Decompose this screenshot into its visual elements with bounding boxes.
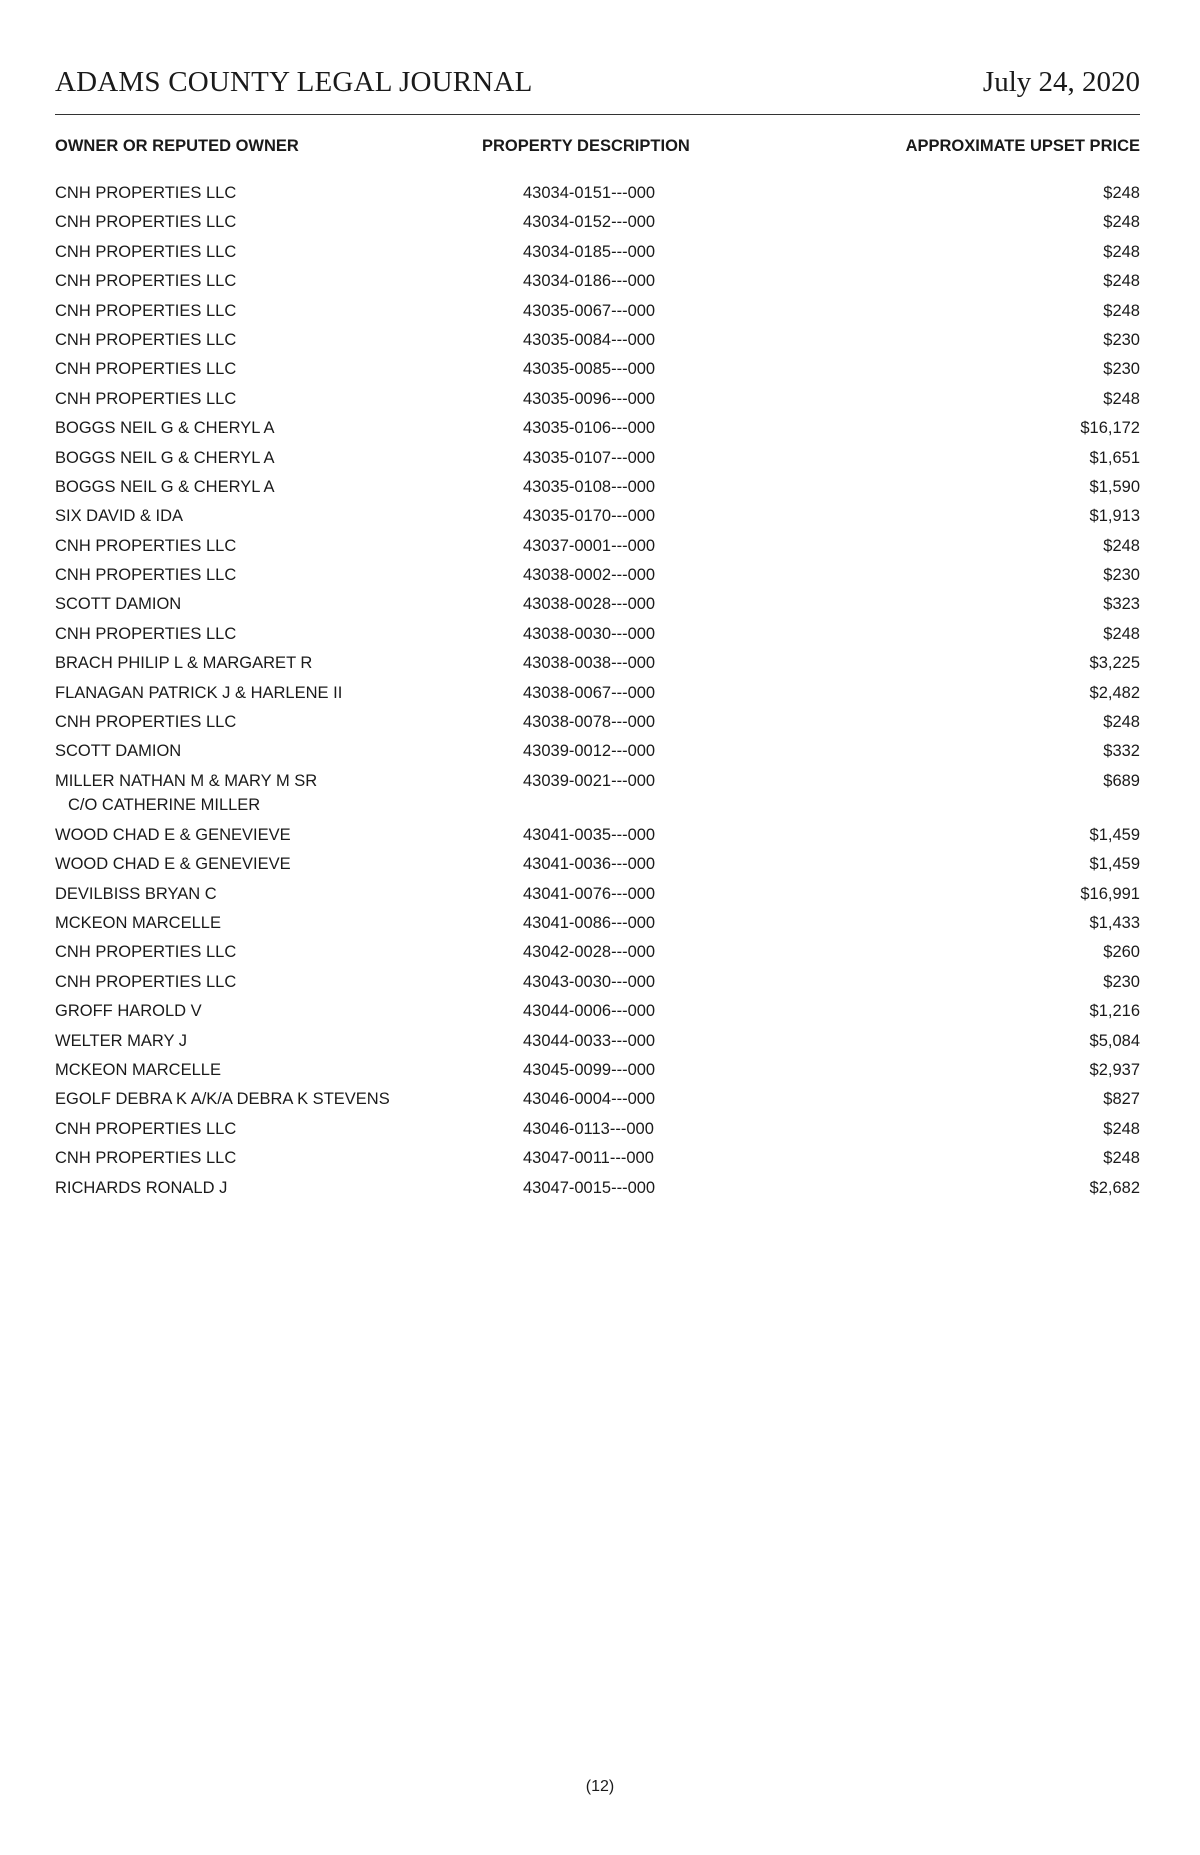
owner-name: GROFF HAROLD V <box>55 1002 202 1021</box>
table-row <box>55 504 1140 533</box>
owner-name: SCOTT DAMION <box>55 595 182 614</box>
owner-name: CNH PROPERTIES LLC <box>55 536 237 555</box>
owner-name: RICHARDS RONALD J <box>55 1178 228 1197</box>
page-number: (12) <box>585 1778 615 1795</box>
parcel-number: 43035-0084---000 <box>523 330 656 349</box>
upset-price: $248 <box>1103 272 1140 291</box>
owner-name: SIX DAVID & IDA <box>55 507 184 526</box>
parcel-number: 43039-0021---000 <box>523 771 656 790</box>
parcel-number: 43037-0001---000 <box>523 536 656 555</box>
parcel-number: 43046-0113---000 <box>523 1119 654 1138</box>
upset-price: $230 <box>1103 360 1140 379</box>
owner-name: CNH PROPERTIES LLC <box>55 242 237 261</box>
table-row <box>55 446 1140 475</box>
upset-price: $1,459 <box>1089 855 1140 874</box>
parcel-number: 43041-0035---000 <box>523 825 656 844</box>
parcel-number: 43034-0152---000 <box>523 213 656 232</box>
owner-name: CNH PROPERTIES LLC <box>55 389 237 408</box>
parcel-number: 43044-0006---000 <box>523 1002 656 1021</box>
upset-price: $1,913 <box>1089 507 1140 526</box>
parcel-number: 43038-0078---000 <box>523 713 656 732</box>
owner-name: EGOLF DEBRA K A/K/A DEBRA K STEVENS <box>55 1090 390 1109</box>
column-header-description: PROPERTY DESCRIPTION <box>482 137 690 155</box>
table-row <box>55 181 1140 210</box>
table-row <box>55 681 1140 710</box>
upset-price: $827 <box>1103 1090 1140 1109</box>
parcel-number: 43038-0038---000 <box>523 654 656 673</box>
owner-name: CNH PROPERTIES LLC <box>55 1149 237 1168</box>
table-row <box>55 328 1140 357</box>
table-row <box>55 970 1140 999</box>
owner-name: CNH PROPERTIES LLC <box>55 566 237 585</box>
upset-price: $230 <box>1103 566 1140 585</box>
table-row <box>55 882 1140 911</box>
parcel-number: 43044-0033---000 <box>523 1031 656 1050</box>
upset-price: $1,459 <box>1089 825 1140 844</box>
parcel-number: 43035-0108---000 <box>523 477 656 496</box>
owner-name: CNH PROPERTIES LLC <box>55 713 237 732</box>
owner-name: CNH PROPERTIES LLC <box>55 972 237 991</box>
table-row <box>55 210 1140 239</box>
parcel-number: 43038-0030---000 <box>523 624 656 643</box>
parcel-number: 43041-0036---000 <box>523 855 656 874</box>
parcel-number: 43047-0015---000 <box>523 1178 656 1197</box>
owner-name: CNH PROPERTIES LLC <box>55 184 237 202</box>
upset-price: $248 <box>1103 1119 1140 1138</box>
upset-price: $323 <box>1103 595 1140 614</box>
parcel-number: 43035-0067---000 <box>523 301 656 320</box>
owner-name: BOGGS NEIL G & CHERYL A <box>55 477 275 496</box>
table-row <box>55 416 1140 445</box>
upset-price: $248 <box>1103 301 1140 320</box>
table-row <box>55 387 1140 416</box>
parcel-number: 43034-0186---000 <box>523 272 656 291</box>
parcel-number: 43038-0067---000 <box>523 683 656 702</box>
upset-price: $16,991 <box>1080 884 1140 903</box>
upset-price: $1,651 <box>1089 448 1140 467</box>
table-row <box>55 534 1140 563</box>
table-row <box>55 999 1140 1028</box>
table-row <box>55 651 1140 680</box>
upset-price: $260 <box>1103 943 1140 962</box>
journal-title: ADAMS COUNTY LEGAL JOURNAL <box>55 66 533 98</box>
table-row <box>55 823 1140 852</box>
upset-price: $248 <box>1103 184 1140 202</box>
table-row <box>55 622 1140 651</box>
masthead <box>55 66 1140 115</box>
table-row <box>55 1029 1140 1058</box>
upset-price: $1,216 <box>1089 1002 1140 1021</box>
upset-price: $248 <box>1103 624 1140 643</box>
column-header-owner: OWNER OR REPUTED OWNER <box>55 137 299 155</box>
owner-name: CNH PROPERTIES LLC <box>55 943 237 962</box>
parcel-number: 43035-0096---000 <box>523 389 656 408</box>
upset-price: $2,482 <box>1089 683 1140 702</box>
table-row <box>55 1058 1140 1087</box>
upset-price: $248 <box>1103 713 1140 732</box>
table-row <box>55 357 1140 386</box>
parcel-number: 43035-0170---000 <box>523 507 656 526</box>
table-row <box>55 769 1140 823</box>
upset-price: $2,937 <box>1089 1060 1140 1079</box>
parcel-number: 43045-0099---000 <box>523 1060 656 1079</box>
table-row <box>55 1176 1140 1205</box>
table-row <box>55 739 1140 768</box>
table-row <box>55 710 1140 739</box>
parcel-number: 43035-0106---000 <box>523 419 656 438</box>
upset-price: $16,172 <box>1080 419 1140 438</box>
owner-name: WOOD CHAD E & GENEVIEVE <box>55 825 291 844</box>
table-header <box>55 137 1140 157</box>
parcel-number: 43039-0012---000 <box>523 742 656 761</box>
upset-price: $248 <box>1103 1149 1140 1168</box>
upset-price: $5,084 <box>1089 1031 1140 1050</box>
owner-name: DEVILBISS BRYAN C <box>55 884 217 903</box>
owner-name: CNH PROPERTIES LLC <box>55 272 237 291</box>
owner-name: MILLER NATHAN M & MARY M SR <box>55 771 318 790</box>
upset-price: $332 <box>1103 742 1140 761</box>
table-row <box>55 240 1140 269</box>
parcel-number: 43042-0028---000 <box>523 943 656 962</box>
owner-name: BOGGS NEIL G & CHERYL A <box>55 419 275 438</box>
parcel-number: 43046-0004---000 <box>523 1090 656 1109</box>
owner-name: CNH PROPERTIES LLC <box>55 624 237 643</box>
upset-price: $248 <box>1103 242 1140 261</box>
upset-price: $230 <box>1103 330 1140 349</box>
table-row <box>55 852 1140 881</box>
owner-name: MCKEON MARCELLE <box>55 913 221 932</box>
table-row <box>55 1087 1140 1116</box>
table-row <box>55 911 1140 940</box>
owner-name: WOOD CHAD E & GENEVIEVE <box>55 855 291 874</box>
owner-name: CNH PROPERTIES LLC <box>55 330 237 349</box>
table-row <box>55 563 1140 592</box>
owner-name: BRACH PHILIP L & MARGARET R <box>55 654 313 673</box>
table-row <box>55 299 1140 328</box>
table-row <box>55 475 1140 504</box>
parcel-number: 43043-0030---000 <box>523 972 656 991</box>
owner-name: CNH PROPERTIES LLC <box>55 360 237 379</box>
owner-name: CNH PROPERTIES LLC <box>55 213 237 232</box>
parcel-number: 43038-0002---000 <box>523 566 656 585</box>
parcel-number: 43034-0151---000 <box>523 184 656 202</box>
parcel-number: 43041-0086---000 <box>523 913 656 932</box>
table-row <box>55 1146 1140 1175</box>
upset-price: $230 <box>1103 972 1140 991</box>
owner-name: SCOTT DAMION <box>55 742 182 761</box>
table-row <box>55 1117 1140 1146</box>
owner-name: CNH PROPERTIES LLC <box>55 1119 237 1138</box>
upset-price: $1,590 <box>1089 477 1140 496</box>
column-header-price: APPROXIMATE UPSET PRICE <box>905 137 1140 155</box>
owner-care-of: C/O CATHERINE MILLER <box>68 795 261 814</box>
parcel-number: 43047-0011---000 <box>523 1149 654 1168</box>
upset-price: $1,433 <box>1089 913 1140 932</box>
parcel-number: 43035-0107---000 <box>523 448 656 467</box>
owner-name: WELTER MARY J <box>55 1031 188 1050</box>
owner-name: MCKEON MARCELLE <box>55 1060 221 1079</box>
table-row <box>55 940 1140 969</box>
parcel-number: 43038-0028---000 <box>523 595 656 614</box>
upset-price: $2,682 <box>1089 1178 1140 1197</box>
upset-price: $248 <box>1103 389 1140 408</box>
parcel-number: 43035-0085---000 <box>523 360 656 379</box>
table-row <box>55 592 1140 621</box>
owner-name: BOGGS NEIL G & CHERYL A <box>55 448 275 467</box>
table-row <box>55 269 1140 298</box>
upset-price: $248 <box>1103 536 1140 555</box>
upset-price: $248 <box>1103 213 1140 232</box>
property-table <box>55 181 1140 1205</box>
parcel-number: 43034-0185---000 <box>523 242 656 261</box>
upset-price: $3,225 <box>1089 654 1140 673</box>
parcel-number: 43041-0076---000 <box>523 884 656 903</box>
issue-date: July 24, 2020 <box>982 66 1140 98</box>
owner-name: FLANAGAN PATRICK J & HARLENE II <box>55 683 343 702</box>
upset-price: $689 <box>1103 771 1140 790</box>
owner-name: CNH PROPERTIES LLC <box>55 301 237 320</box>
